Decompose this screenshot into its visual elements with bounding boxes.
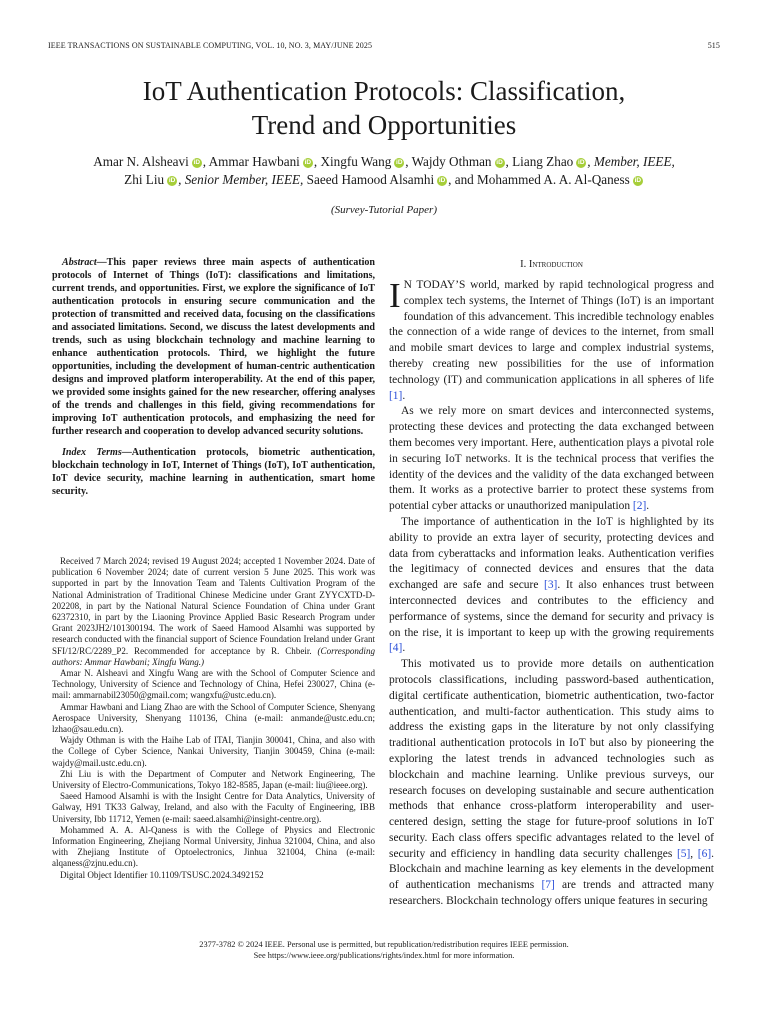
paragraph-text: are trends and attracted many researchers. Blockchain technology offers unique features in securing [389, 879, 714, 908]
citation-link[interactable]: [1] [389, 389, 403, 402]
paragraph-text: The importance of authentication in the IoT is highlighted by its ability to provide an extra layer of security, protecting devices and data from cyberattacks and information leaks. Authentication verifies the legitimacy of connected devices and ensures that the data exchanged are safe and secure [389, 515, 714, 592]
copyright-line: 2377-3782 © 2024 IEEE. Personal use is permitted, but republication/redistribution requires IEEE permission. [199, 940, 569, 949]
drop-cap: I [389, 276, 401, 315]
paragraph-text: This motivated us to provide more details on authentication protocols classifications, including password-based authentication, digital certificate authentication, biometric authentication, two-factor authentication, and multi-factor authentication. This study aims to address the existing gaps in the literature by not only classifying traditional authentication protocols in IoT but also by pioneering the exploring the latest trends in advanced technologies such as blockchain and machine learning. Unlike previous surveys, our research focuses on developing sustainable and secure authentication methods that enhance cross-platform interoperability and user-centered design, setting the stage for future-proof solutions in IoT security. Each class offers specific advantages related to the level of security and efficiency in handling data security challenges [389, 658, 714, 860]
orcid-icon[interactable]: iD [578, 159, 585, 166]
author-name: Zhi Liu [124, 172, 165, 187]
footnote-affiliation: Zhi Liu is with the Department of Computer and Network Engineering, The University of Electro-Communications, Tokyo 182-8585, Japan (e-mail: liu@ieee.org). [52, 768, 375, 791]
paragraph-text: N TODAY’S world, marked by rapid technological progress and complex tech systems, the Internet of Things (IoT) is an important foundation of this advancement. This incredible technology enables the connection of a wide range of devices to the internet, from small and mobile smart devices to large and complex industrial systems, thereby creating new possibilities for the use of information technology (IT) and communication applications in all spheres of life [389, 279, 714, 386]
paper-type: (Survey-Tutorial Paper) [330, 204, 437, 216]
section-heading [389, 258, 714, 272]
paragraph-text: . It also enhances trust between interconnected devices and contributes to the efficiency and performance of systems, since the demand for security and privacy is on the rise, it is important to keep up with the growing requirements [389, 579, 714, 639]
footnote-affiliation: Wajdy Othman is with the Haihe Lab of ITAI, Tianjin 300041, China, and also with the College of Cyber Science, Nankai University, Tianjin 300459, China (e-mail: wajdy@mail.ustc.edu.cn). [52, 735, 375, 768]
author-name: , Ammar Hawbani [202, 154, 300, 169]
title-line-2: Trend and Opportunities [251, 110, 517, 140]
running-header [48, 41, 720, 53]
paper-title [48, 74, 720, 142]
footnote-affiliation: Mohammed A. A. Al-Qaness is with the College of Physics and Electronic Information Engineering, Zhejiang Normal University, Jinhua 321004, China, and also with Zhejiang Institute of Optoelectronics, Jinhua 321004, China (e-mail: alqaness@zjnu.edu.cn). [52, 824, 375, 869]
author-name: , Xingfu Wang [313, 154, 392, 169]
abstract-lead: Abstract [62, 257, 97, 268]
paragraph-text: . [402, 642, 406, 655]
orcid-icon[interactable]: iD [438, 177, 446, 184]
author-name: Amar N. Alsheavi [93, 154, 189, 169]
author-list [48, 153, 720, 189]
citation-link[interactable]: [3] [544, 579, 558, 592]
copyright-footer [48, 939, 720, 961]
index-terms-lead: Index Terms [62, 447, 122, 458]
author-line-2 [48, 171, 720, 189]
page-number: 515 [707, 41, 720, 50]
author-name: Saeed Hamood Alsamhi [303, 172, 435, 187]
paragraph [389, 278, 714, 404]
membership-grade: , Member, IEEE, [587, 154, 675, 169]
left-column [52, 256, 375, 498]
paragraph [389, 515, 714, 657]
citation-link[interactable]: [2] [632, 500, 647, 513]
orcid-icon[interactable]: iD [396, 159, 403, 166]
paragraph-text: As we rely more on smart devices and interconnected systems, protecting these devices and protecting the data exchanged between them becomes very important. Here, authentication plays a pivotal role in securing IoT networks. It is the technical process that verifies the identity of the devices and the validity of the data exchanged between them. It works as a protective barrier to protect these systems from potential cyber attacks or unauthorized manipulation [389, 405, 714, 513]
author-name: , Liang Zhao [505, 154, 574, 169]
footnotes [52, 556, 375, 881]
orcid-icon[interactable]: iD [193, 159, 201, 166]
corresponding-authors: (Corresponding authors: Ammar Hawbani; Xingfu Wang.) [52, 645, 375, 667]
paragraph-text: . [646, 500, 650, 513]
author-name: , and Mohammed A. A. Al-Qaness [448, 172, 630, 187]
author-line-1 [48, 153, 720, 171]
abstract [52, 256, 375, 438]
footnote-affiliation: Ammar Hawbani and Liang Zhao are with the School of Computer Science, Shenyang Aerospace University, Shenyang 110136, China (e-mail: anmande@ustc.edu.cn; lzhao@sau.edu.cn). [52, 701, 375, 735]
title-line-1: IoT Authentication Protocols: Classification, [142, 76, 626, 106]
abstract-text: —This paper reviews three main aspects of authentication protocols of Internet of Things (IoT): classifications and limitations, current trends, and opportunities. First, we explore the significance of IoT authentication protocols in ensuring secure communication and the protection of transmitted and received data, focusing on the classifications and associated limitations. Second, we discuss the latest developments and trends, such as using blockchain technology and machine learning to enhance authentication protocols. Third, we highlight the future opportunities, including the development of human-centric authentication designs and improved platform interoperability. At the end of this paper, we provided some insights gained for the new researcher, offering analyses of the trends and challenges in this field, giving recommendations for improving IoT authentication protocols, and emphasizing the need for further research and cooperation to develop advanced security solutions. [52, 257, 375, 437]
section-number: I. [520, 259, 529, 270]
orcid-icon[interactable]: iD [634, 177, 642, 184]
index-terms-text: —Authentication protocols, biometric authentication, blockchain technology in IoT, Internet of Things (IoT), IoT authentication, IoT device security, machine learning in authentication, smart home security. [52, 447, 375, 497]
footnote-received-text: Received 7 March 2024; revised 19 August 2024; accepted 1 November 2024. Date of publication 6 November 2024; date of current version 5 June 2025. This work was supported in part by the Innovation Team and Talents Cultivation Program of the National Administration of Traditional Chinese Medicine under Grant ZYYCXTD-D-202208, in part by the National Natural Science Foundation of China under Grant 62372310, in part by the Liaoning Province Applied Basic Research Program under Grant 2023JH2/101300194. The work of Saeed Hamood Alsamhi was supported by research conducted with the financial support of Science Foundation Ireland under Grant SFI/12/RC/2289_P2. Recommended for acceptance by R. Chbeir. [52, 556, 375, 656]
citation-link[interactable]: [4] [389, 642, 403, 655]
orcid-icon[interactable]: iD [496, 159, 503, 166]
right-column [389, 258, 714, 910]
footnote-affiliation: Saeed Hamood Alsamhi is with the Insight Centre for Data Analytics, University of Galway, H91 TK33 Galway, Ireland, and also with the Faculty of Engineering, IBB University, Ibb 11712, Yemen (e-mail: saeed.alsamhi@insight-centre.org). [52, 791, 375, 824]
footnote-received [52, 556, 375, 668]
membership-grade: , Senior Member, IEEE, [178, 172, 304, 187]
author-name: , Wajdy Othman [405, 154, 492, 169]
paragraph [389, 657, 714, 910]
orcid-icon[interactable]: iD [304, 159, 312, 166]
paragraph-text: . Blockchain and machine learning as key elements in the development of authentication mechanisms [389, 847, 714, 892]
paragraph [389, 404, 714, 515]
citation-link[interactable]: [5] [676, 847, 691, 860]
citation-link[interactable]: [6] [697, 847, 712, 860]
paragraph-text: . [402, 389, 406, 402]
footnote-affiliation: Amar N. Alsheavi and Xingfu Wang are with the School of Computer Science and Technology, University of Science and Technology of China, Hefei 230027, China (e-mail: ammarnabil23050@gmail.com; wangxfu@ustc.edu.cn). [52, 668, 375, 701]
paragraph-text: , [690, 847, 698, 860]
doi: Digital Object Identifier 10.1109/TSUSC.2024.3492152 [60, 869, 264, 880]
rights-link[interactable]: See https://www.ieee.org/publications/rights/index.html for more information. [253, 951, 515, 960]
journal-name: IEEE TRANSACTIONS ON SUSTAINABLE COMPUTING, VOL. 10, NO. 3, MAY/JUNE 2025 [48, 41, 373, 50]
orcid-icon[interactable]: iD [168, 177, 176, 184]
index-terms [52, 446, 375, 498]
citation-link[interactable]: [7] [541, 879, 555, 892]
section-title: Introduction [528, 259, 583, 270]
